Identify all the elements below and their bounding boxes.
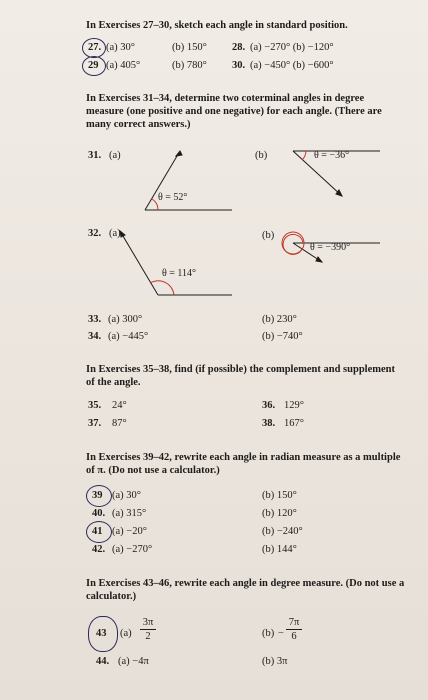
fraction-bar [286,629,302,630]
fraction-43a-numerator: 3π [142,617,154,628]
exercise-39-a: (a) 30° [112,490,141,501]
exercise-36-value: 129° [284,400,304,411]
exercise-44-a: (a) −4π [118,656,149,667]
angle-label-31b: θ = −36° [314,150,350,161]
exercise-44-b: (b) 3π [262,656,288,667]
angle-label-32a: θ = 114° [162,268,197,279]
section-heading-39-42: In Exercises 39–42, rewrite each angle in radian measure as a multiple of π. (Do not use a calculator.) [86,452,401,476]
fraction-bar [140,629,156,630]
angle-label-31a: θ = 52° [158,192,188,203]
angle-label-32b: θ = −390° [310,242,351,253]
fraction-43b [286,617,302,642]
exercise-33-a: (a) 300° [108,314,143,325]
exercise-29-number: 29 [88,60,99,71]
diagram-32a [120,231,232,295]
handwritten-circle-41 [86,521,112,543]
exercise-39-b: (b) 150° [262,490,297,501]
fraction-43a-denominator: 2 [145,631,151,642]
fraction-43a [140,617,156,642]
exercise-34-a: (a) −445° [108,331,149,342]
exercise-40-number: 40. [92,508,106,519]
exercise-28-parts: (a) −270° (b) −120° [250,42,334,53]
section-heading-35-38: In Exercises 35–38, find (if possible) the complement and supplement of the angle. [86,364,395,388]
exercise-37-number: 37. [88,418,102,429]
exercise-43-b-sign: − [278,628,284,639]
exercise-42-number: 42. [92,544,106,555]
section-heading-43-46: In Exercises 43–46, rewrite each angle in degree measure. (Do not use a calculator.) [86,578,405,602]
exercise-41-b: (b) −240° [262,526,303,537]
exercise-32-a-label: (a) [109,228,121,239]
exercise-40-b: (b) 120° [262,508,297,519]
exercise-27-a: (a) 30° [106,42,135,53]
exercise-42-a: (a) −270° [112,544,153,555]
handwritten-circle-39 [86,485,112,507]
exercise-33-number: 33. [88,314,102,325]
exercise-44-number: 44. [96,656,110,667]
exercise-36-number: 36. [262,400,276,411]
exercise-38-value: 167° [284,418,304,429]
exercise-43-a-label: (a) [120,628,132,639]
section-heading-31-34: In Exercises 31–34, determine two coterminal angles in degree measure (one positive and one negative) for each angle. (There are many correct answers.) [86,93,382,130]
exercise-34-number: 34. [88,331,102,342]
exercise-29-b: (b) 780° [172,60,207,71]
exercise-39-number: 39 [92,490,103,501]
exercise-33-b: (b) 230° [262,314,297,325]
exercise-43-b-label: (b) [262,628,275,639]
exercise-34-b: (b) −740° [262,331,303,342]
exercise-38-number: 38. [262,418,276,429]
exercise-41-number: 41 [92,526,103,537]
exercise-35-value: 24° [112,400,127,411]
exercise-31-a-label: (a) [109,150,121,161]
exercise-31-b-label: (b) [255,150,268,161]
exercise-32-number: 32. [88,228,102,239]
exercise-27-b: (b) 150° [172,42,207,53]
exercise-37-value: 87° [112,418,127,429]
exercise-28-number: 28. [232,42,246,53]
fraction-43b-denominator: 6 [291,631,297,642]
fraction-43b-numerator: 7π [288,617,300,628]
handwritten-circle-43 [88,616,118,652]
exercise-43-number: 43 [96,628,107,639]
exercise-30-number: 30. [232,60,246,71]
exercise-35-number: 35. [88,400,102,411]
exercise-42-b: (b) 144° [262,544,297,555]
exercise-40-a: (a) 315° [112,508,147,519]
exercise-27-number: 27. [88,42,102,53]
exercise-30-parts: (a) −450° (b) −600° [250,60,334,71]
exercise-29-a: (a) 405° [106,60,141,71]
section-heading-27-30: In Exercises 27–30, sketch each angle in standard position. [86,20,348,31]
exercise-32-b-label: (b) [262,230,275,241]
exercise-31-number: 31. [88,150,102,161]
exercise-41-a: (a) −20° [112,526,147,537]
